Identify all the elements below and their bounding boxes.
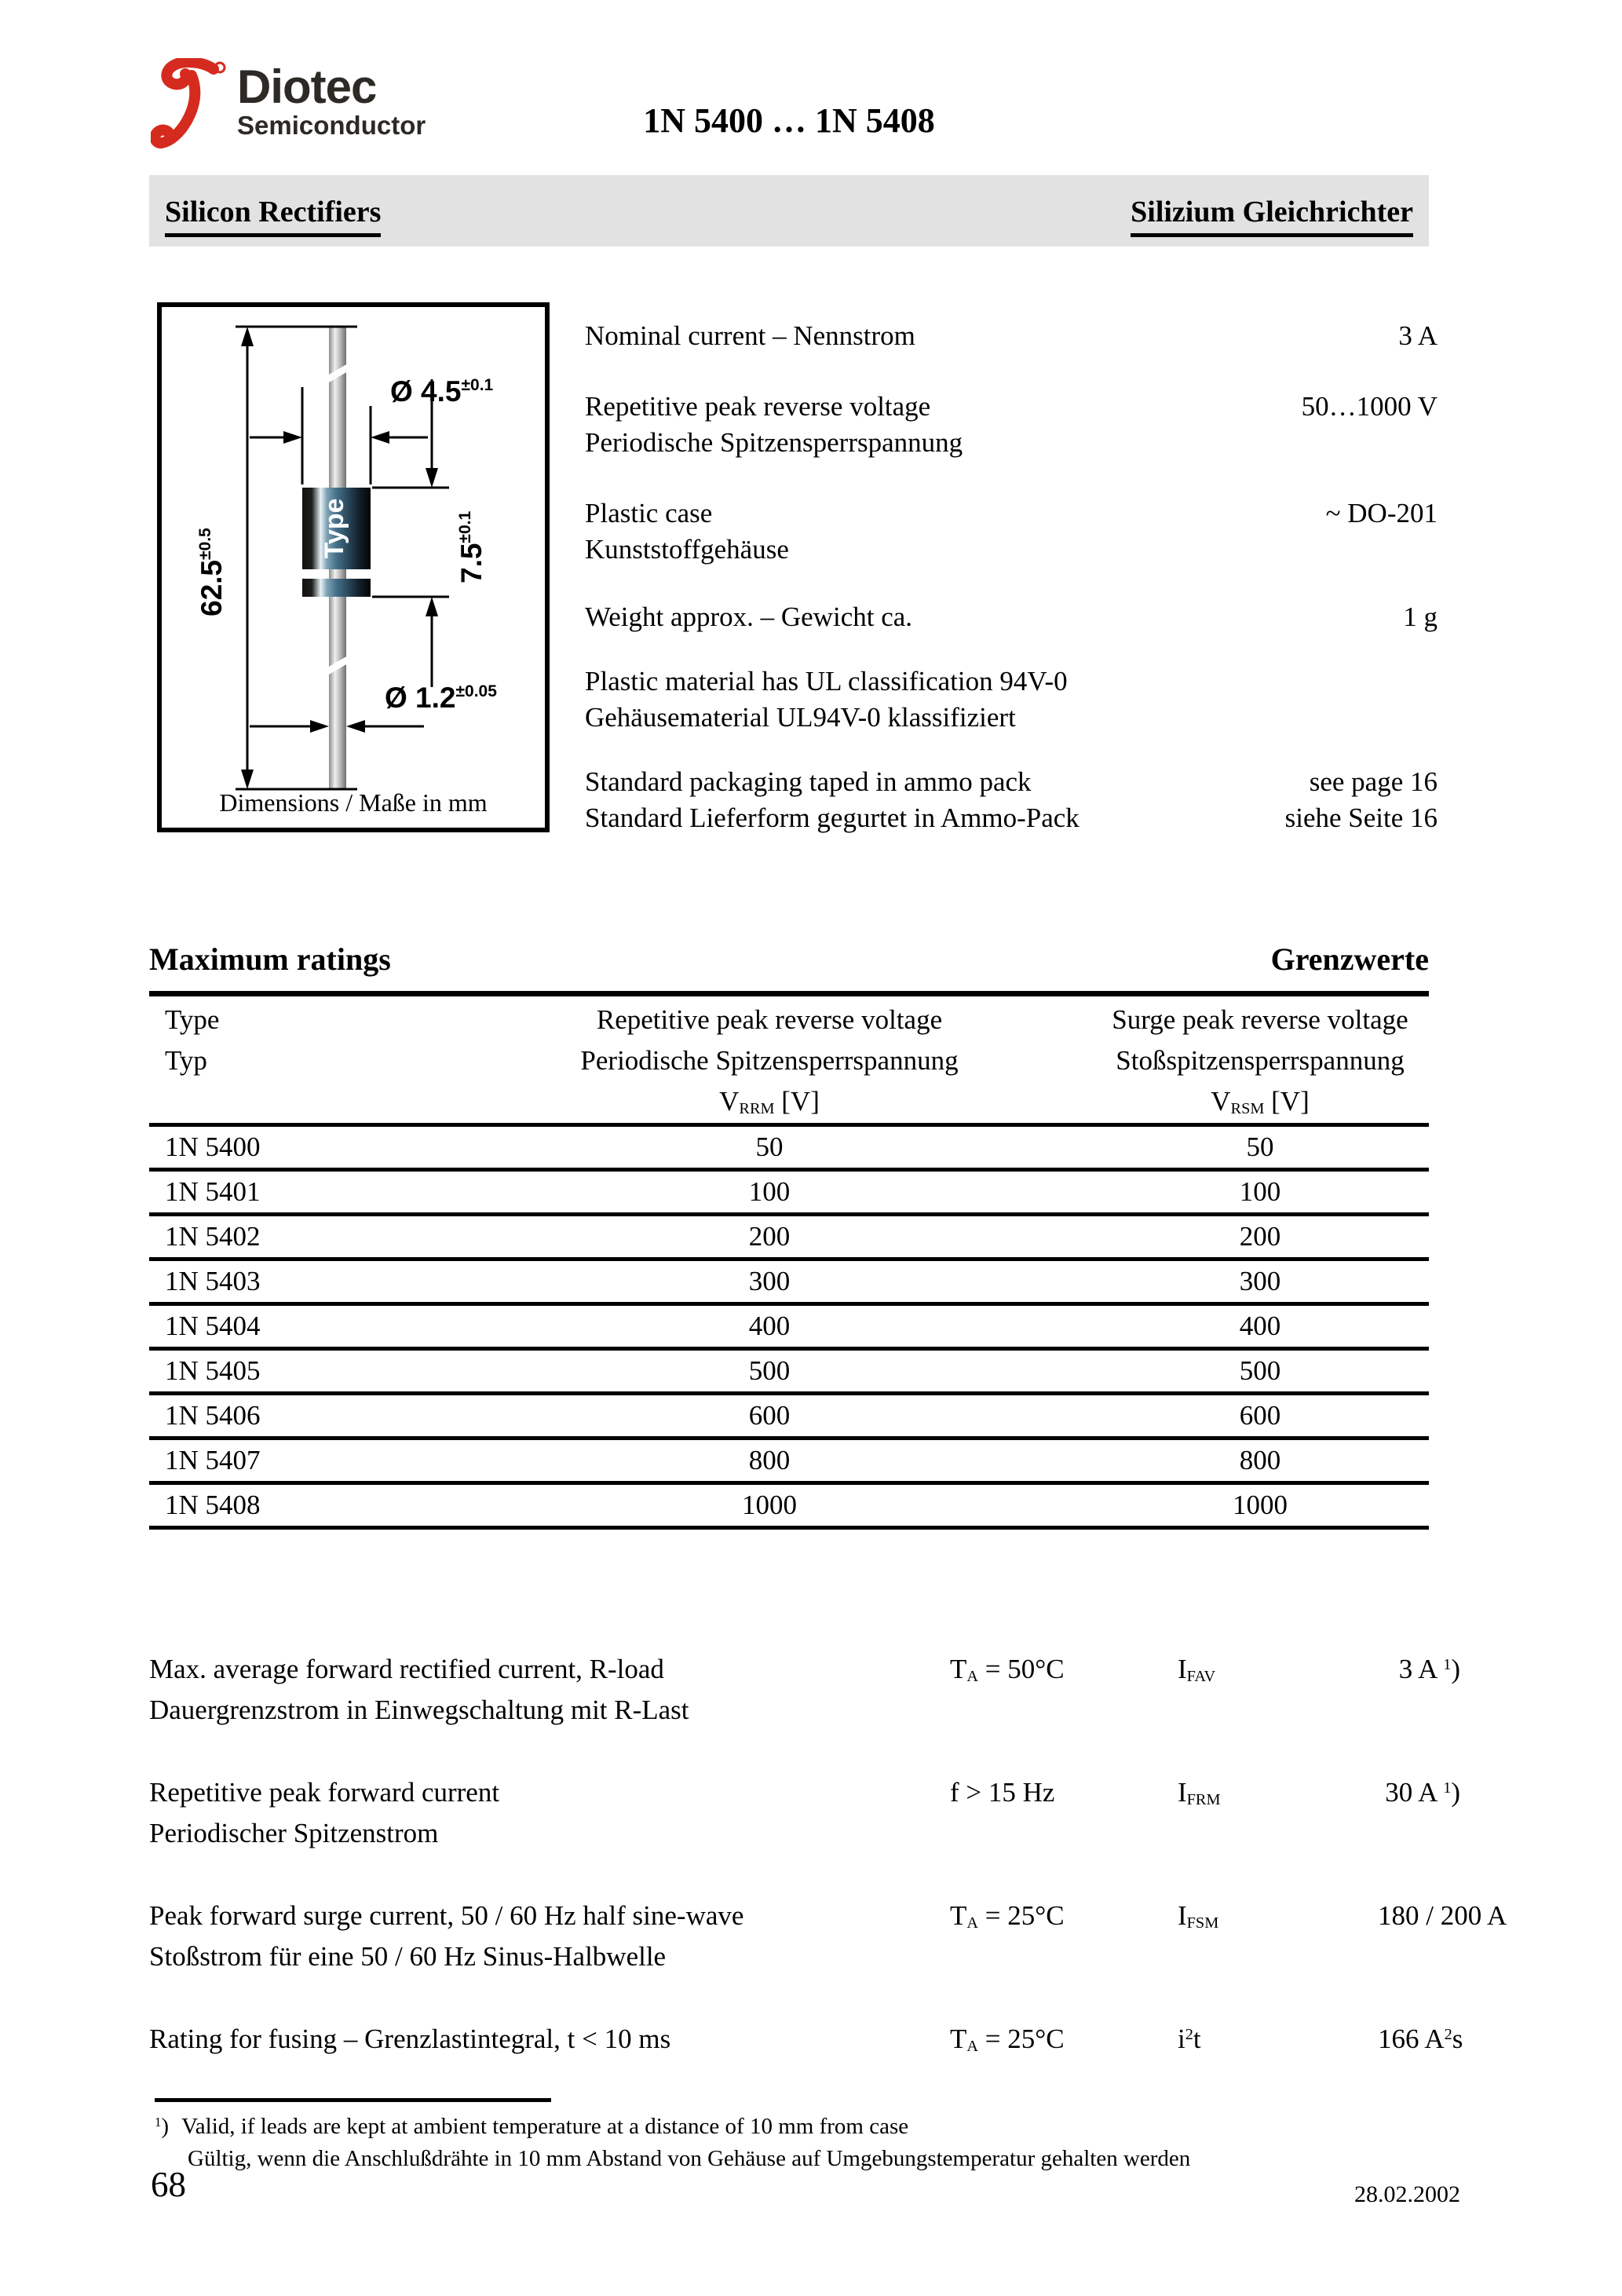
- col-vrrm-header: Repetitive peak reverse voltage Periodische Spitzensperrspannung $V_{RRM}$ [V]: [448, 994, 1091, 1125]
- spec-repetitive-voltage: Repetitive peak reverse voltage Periodische Spitzensperrspannung 50…1000 V: [585, 391, 1438, 458]
- title-english: Silicon Rectifiers: [165, 195, 381, 237]
- quick-specs: [585, 318, 1438, 836]
- characteristics: [149, 1649, 1507, 2101]
- drawing-caption: Dimensions / Maße in mm: [219, 788, 488, 817]
- part-range-title: 1N 5400 … 1N 5408: [643, 101, 935, 140]
- table-row: 1N 5401 100 100: [149, 1170, 1429, 1215]
- table-row: 1N 5400 50 50: [149, 1125, 1429, 1170]
- char-ifsm: Peak forward surge current, 50 / 60 Hz half sine-wave Stoßstrom für eine 50 / 60 Hz Sinus-Halbwelle $T_A = 25^\circ C$ $I_{FSM}$ 180 / 200 A: [149, 1900, 1507, 1972]
- table-row: 1N 5406 600 600: [149, 1394, 1429, 1439]
- spec-ul-classification: Plastic material has UL classification 94V-0 Gehäusematerial UL94V-0 klassifiziert: [585, 666, 1068, 733]
- package-drawing-svg: [157, 302, 550, 832]
- body-diameter-label: Ø $4.5^{\pm 0.1}$: [390, 375, 494, 408]
- body-length-label: $7.5^{\pm 0.1}$: [455, 510, 488, 583]
- char-i2t: Rating for fusing – Grenzlastintegral, t < 10 ms $T_A = 25^\circ C$ $i^2t$ 166 $A^2s$: [149, 2024, 1463, 2056]
- total-length-label: $62.5^{\pm 0.5}$: [195, 528, 228, 616]
- title-german: Silizium Gleichrichter: [1131, 195, 1413, 237]
- footnote: $^1$) Valid, if leads are kept at ambient temperature at a distance of 10 mm from case Gültig, wenn die Anschlußdrähte in 10 mm Abstand von Gehäuse auf Umgebungstemperatur gehalten werden: [155, 2114, 1191, 2171]
- table-row: 1N 5403 300 300: [149, 1260, 1429, 1304]
- brand-name: Diotec: [237, 60, 377, 113]
- table-row: 1N 5408 1000 1000: [149, 1483, 1429, 1528]
- ratings-heading-en: Maximum ratings: [149, 941, 391, 977]
- cathode-band: [302, 579, 371, 597]
- char-ifrm: Repetitive peak forward current Periodischer Spitzenstrom f > 15 Hz $I_{FRM}$ 30 A $^1$): [149, 1777, 1460, 1848]
- brand-subtitle: Semiconductor: [237, 111, 426, 140]
- table-row: 1N 5402 200 200: [149, 1215, 1429, 1260]
- lead-diameter-label: Ø $1.2^{\pm 0.05}$: [385, 682, 497, 714]
- page-date: 28.02.2002: [1354, 2181, 1460, 2207]
- ratings-header-row: [149, 994, 1429, 1125]
- body-type-label: Type: [319, 498, 349, 559]
- table-row: 1N 5404 400 400: [149, 1304, 1429, 1349]
- footnote-rule: [155, 2098, 551, 2102]
- title-bar: [149, 175, 1429, 247]
- package-drawing: [157, 302, 550, 836]
- ratings-heading: [149, 941, 1429, 978]
- ratings-heading-de: Grenzwerte: [1270, 941, 1429, 977]
- ratings-table: [149, 991, 1429, 1530]
- col-type-header: Type Typ: [149, 994, 448, 1125]
- page-number: 68: [151, 2165, 186, 2204]
- spec-packaging: Standard packaging taped in ammo pack Standard Lieferform gegurtet in Ammo-Pack see page 16 siehe Seite 16: [585, 766, 1438, 833]
- spec-case: Plastic case Kunststoffgehäuse ~ DO-201: [585, 498, 1438, 565]
- char-ifav: Max. average forward rectified current, R-load Dauergrenzstrom in Einwegschaltung mit R-Last $T_A = 50^\circ C$ $I_{FAV}$ 3 A $^1$): [149, 1654, 1460, 1725]
- table-row: 1N 5407 800 800: [149, 1439, 1429, 1483]
- spec-weight: Weight approx. – Gewicht ca. 1 g: [585, 601, 1438, 632]
- table-row: 1N 5405 500 500: [149, 1349, 1429, 1394]
- col-vrsm-header: Surge peak reverse voltage Stoßspitzensperrspannung $V_{RSM}$ [V]: [1091, 994, 1429, 1125]
- spec-nominal-current: Nominal current – Nennstrom 3 A: [585, 320, 1438, 351]
